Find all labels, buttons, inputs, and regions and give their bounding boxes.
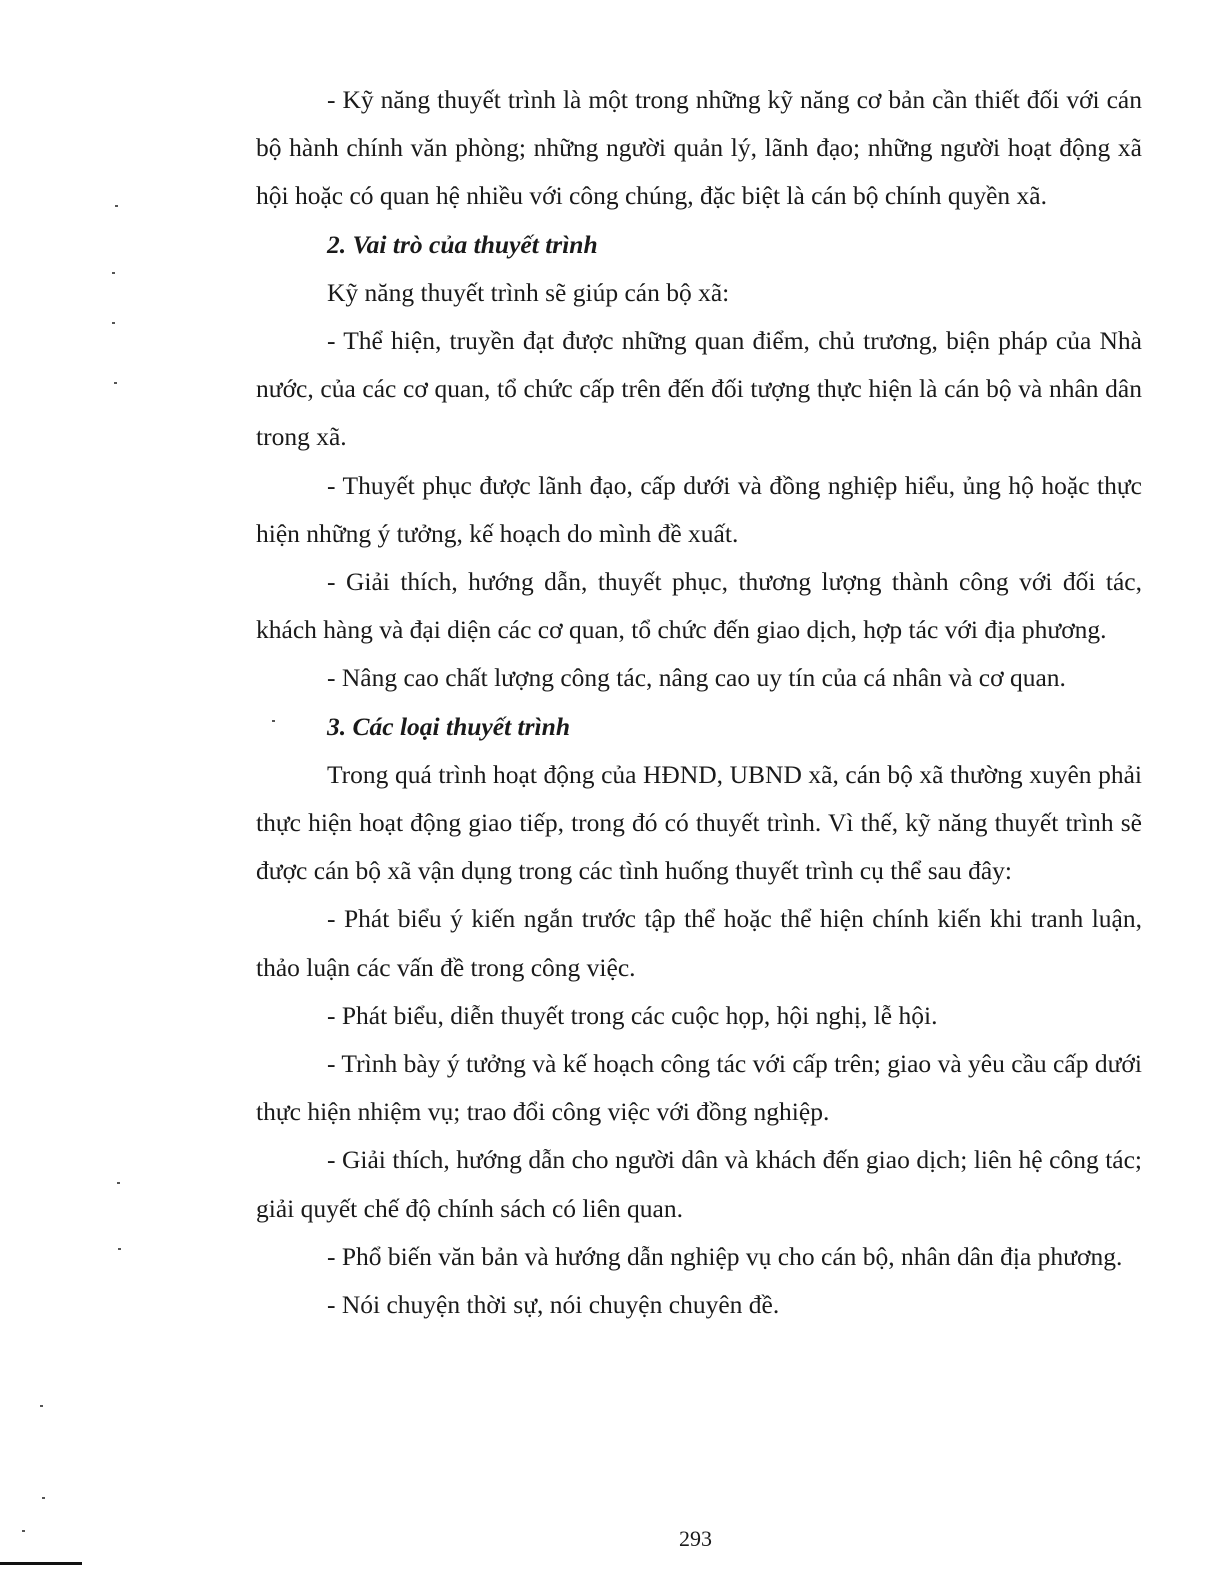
paragraph-guide-citizens: - Giải thích, hướng dẫn cho người dân và khách đến giao dịch; liên hệ công tác; giải quyết chế độ chính sách có liên quan.	[256, 1145, 1142, 1223]
paragraph-presentation-situations: Trong quá trình hoạt động của HĐND, UBND xã, cán bộ xã thường xuyên phải thực hiện hoạt động giao tiếp, trong đó có thuyết trình. Vì thế, kỹ năng thuyết trình sẽ được cán bộ xã vận dụng trong các tình huống thuyết trình cụ thể sau đây:	[256, 759, 1142, 886]
footer-rule	[0, 1562, 82, 1565]
section-heading-types-of-presentation: 3. Các loại thuyết trình	[327, 711, 570, 741]
scan-speck	[112, 322, 115, 324]
paragraph-explain-negotiate: - Giải thích, hướng dẫn, thuyết phục, thương lượng thành công với đối tác, khách hàng và đại diện các cơ quan, tổ chức đến giao dịch, hợp tác với địa phương.	[256, 567, 1142, 645]
scan-speck	[112, 272, 115, 274]
scan-speck	[22, 1530, 25, 1532]
paragraph-short-opinion: - Phát biểu ý kiến ngắn trước tập thể hoặc thể hiện chính kiến khi tranh luận, thảo luận các vấn đề trong công việc.	[256, 904, 1142, 982]
section-heading-role-of-presentation: 2. Vai trò của thuyết trình	[327, 229, 598, 259]
scan-speck	[40, 1405, 43, 1407]
paragraph-speech-meetings: - Phát biểu, diễn thuyết trong các cuộc họp, hội nghị, lễ hội.	[327, 1000, 938, 1030]
scan-speck	[272, 720, 275, 722]
paragraph-disseminate-documents: - Phổ biến văn bản và hướng dẫn nghiệp vụ cho cán bộ, nhân dân địa phương.	[327, 1241, 1123, 1271]
paragraph-current-affairs-talk: - Nói chuyện thời sự, nói chuyện chuyên đề.	[327, 1290, 780, 1320]
scan-speck	[117, 1182, 120, 1184]
paragraph-express-viewpoints: - Thể hiện, truyền đạt được những quan điểm, chủ trương, biện pháp của Nhà nước, của các cơ quan, tổ chức cấp trên đến đối tượng thực hiện là cán bộ và nhân dân trong xã.	[256, 326, 1142, 452]
paragraph-persuade-leaders: - Thuyết phục được lãnh đạo, cấp dưới và đồng nghiệp hiểu, ủng hộ hoặc thực hiện những ý tưởng, kế hoạch do mình đề xuất.	[256, 470, 1142, 548]
paragraph-skill-helps-officials: Kỹ năng thuyết trình sẽ giúp cán bộ xã:	[327, 277, 730, 307]
scan-speck	[118, 1248, 121, 1250]
scan-speck	[114, 382, 117, 384]
body-text	[256, 76, 1142, 1329]
paragraph-present-ideas: - Trình bày ý tưởng và kế hoạch công tác với cấp trên; giao và yêu cầu cấp dưới thực hiện nhiệm vụ; trao đổi công việc với đồng nghiệp.	[256, 1049, 1142, 1127]
scan-speck	[42, 1497, 45, 1499]
paragraph-improve-quality: - Nâng cao chất lượng công tác, nâng cao uy tín của cá nhân và cơ quan.	[327, 663, 1066, 693]
scan-speck	[115, 205, 118, 207]
page-number: 293	[679, 1526, 712, 1551]
paragraph-presentation-skill-importance: - Kỹ năng thuyết trình là một trong những kỹ năng cơ bản cần thiết đối với cán bộ hành chính văn phòng; những người quản lý, lãnh đạo; những người hoạt động xã hội hoặc có quan hệ nhiều với công chúng, đặc biệt là cán bộ chính quyền xã.	[256, 85, 1142, 211]
